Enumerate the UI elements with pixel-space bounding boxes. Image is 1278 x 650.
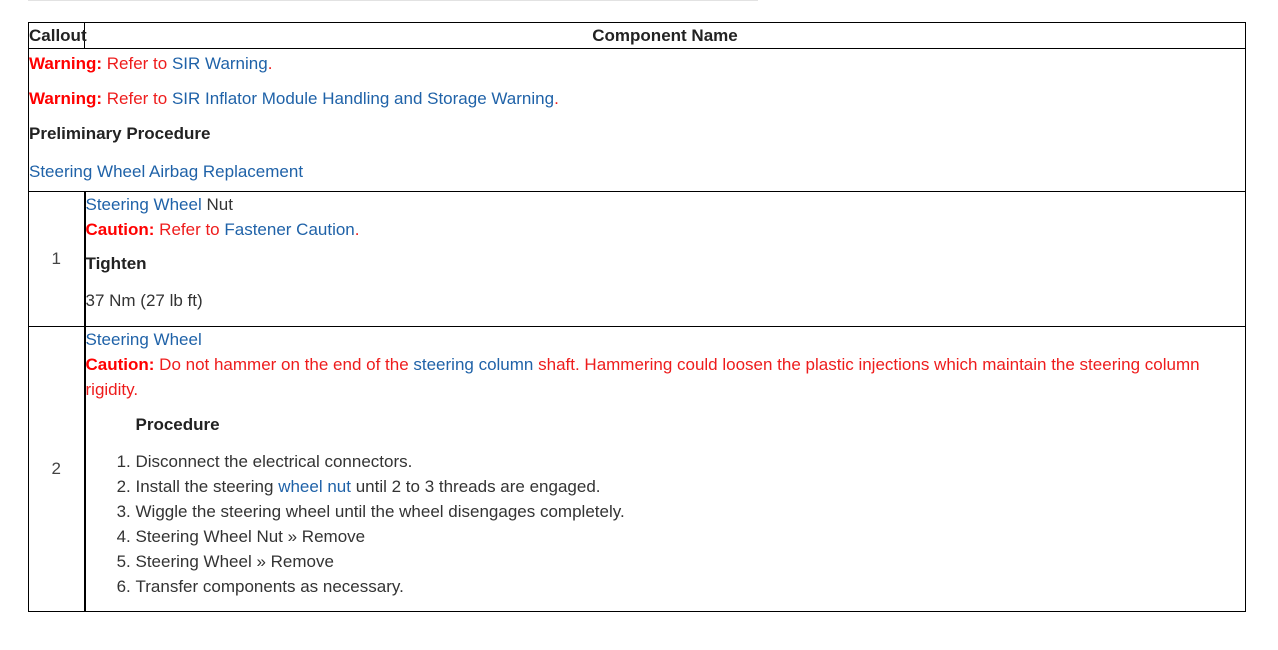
warning-punct: . [554,89,559,108]
component-name [86,192,1246,217]
procedure-table [28,22,1246,612]
list-item: 5. Steering Wheel » Remove [136,549,1246,574]
top-divider [28,0,758,1]
warning-sir [29,49,1245,76]
warning-label: Warning: [29,54,103,73]
component-cell [85,192,1246,327]
steering-wheel-airbag-replacement-link[interactable]: Steering Wheel Airbag Replacement [29,162,304,181]
caution-text: shaft. Hammering could loosen the plastic injections which maintain the steering column rigidity. [85,355,1200,399]
step-text: Install the steering [135,477,279,496]
table-row [29,327,1246,612]
list-item: 1. Disconnect the electrical connectors. [136,449,1246,474]
warning-label: Warning: [29,89,103,108]
preliminary-cell [29,49,1246,192]
table-row [29,192,1246,327]
caution-text: Do not hammer on the end of the [154,355,414,374]
step-text: until 2 to 3 threads are engaged. [350,477,601,496]
list-item: 4. Steering Wheel Nut » Remove [136,524,1246,549]
warning-punct: . [267,54,273,73]
caution-text: Refer to [154,220,225,239]
component-name [86,327,1246,352]
caution-label: Caution: [85,220,155,239]
preliminary-row [29,49,1246,192]
steering-wheel-link[interactable]: Steering Wheel [85,330,202,349]
procedure-title: Procedure [135,415,220,434]
steering-wheel-link[interactable]: Steering Wheel [85,195,202,214]
steering-column-link[interactable]: steering column [413,355,534,374]
sir-inflator-warning-link[interactable]: SIR Inflator Module Handling and Storage Warning [171,89,555,108]
preliminary-procedure-item [29,159,1245,184]
preliminary-procedure-title: Preliminary Procedure [29,124,211,143]
fastener-caution-link[interactable]: Fastener Caution [224,220,355,239]
sir-warning-link[interactable]: SIR Warning [171,54,268,73]
wheel-nut-link[interactable]: wheel nut [278,477,351,496]
component-name-column-header: Component Name [85,23,1246,49]
caution-hammer [86,352,1246,402]
caution-punct: . [354,220,360,239]
warning-text: Refer to [106,54,172,73]
component-cell [85,327,1246,612]
callout-column-header: Callout [29,23,85,49]
component-name-suffix: Nut [201,195,233,214]
caution-label: Caution: [85,355,155,374]
list-item [136,474,1246,499]
caution-fastener [86,217,1246,242]
callout-number: 2 [29,327,85,612]
list-item: 6. Transfer components as necessary. [136,574,1246,599]
procedure-steps [86,449,1246,599]
callout-number: 1 [29,192,85,327]
list-item: 3. Wiggle the steering wheel until the wheel disengages completely. [136,499,1246,524]
warning-inflator [29,86,1245,111]
warning-text: Refer to [106,89,172,108]
tighten-label: Tighten [85,254,147,273]
table-header-row [29,23,1246,49]
torque-spec: 37 Nm (27 lb ft) [85,291,203,310]
